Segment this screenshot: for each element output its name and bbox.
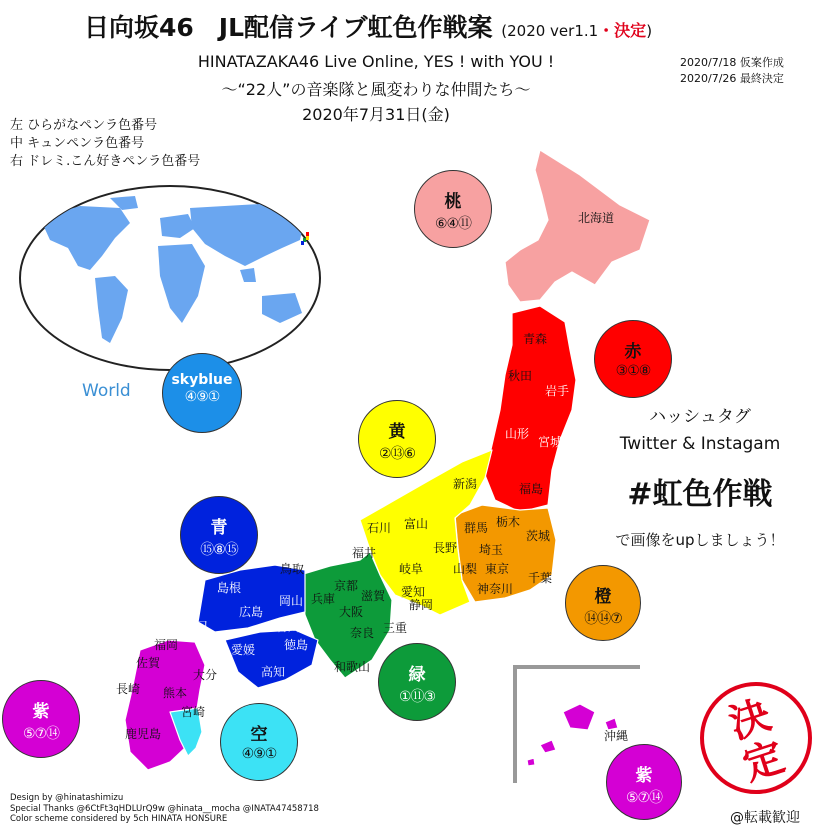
circle-orange xyxy=(565,565,641,641)
label-aomori: 青森 xyxy=(522,332,548,346)
subtitle-english: HINATAZAKA46 Live Online, YES ! with YOU ! xyxy=(197,52,555,71)
label-wakayama: 和歌山 xyxy=(333,660,371,674)
circle-green-numbers: ①⑪③ xyxy=(398,689,436,705)
label-yamanashi: 山梨 xyxy=(452,562,478,576)
label-chiba: 千葉 xyxy=(527,571,553,585)
credit-thanks: Special Thanks @6CtFt3qHDLUrQ9w @hinata__mocha @INATA47458718 xyxy=(10,803,319,814)
label-gunma: 群馬 xyxy=(463,521,489,535)
label-yamaguchi: 山口 xyxy=(183,619,209,633)
legend-left: 左 ひらがなペンラ色番号 xyxy=(10,118,158,133)
circle-purple-okinawa-name: 紫 xyxy=(635,766,653,786)
label-nagano: 長野 xyxy=(432,541,458,555)
label-yamagata: 山形 xyxy=(504,427,530,441)
label-ehime: 愛媛 xyxy=(230,643,256,657)
label-mie: 三重 xyxy=(382,621,408,635)
label-kyoto: 京都 xyxy=(333,579,359,593)
circle-yellow-numbers: ②⑬⑥ xyxy=(378,446,416,462)
event-date: 2020年7月31日(金) xyxy=(302,105,450,124)
label-fukushima: 福島 xyxy=(518,482,544,496)
label-okinawa: 沖縄 xyxy=(603,729,629,743)
circle-purple-kyushu-name: 紫 xyxy=(32,702,50,722)
label-miyazaki: 宮崎 xyxy=(180,705,206,719)
label-kumamoto: 熊本 xyxy=(162,686,188,700)
decided-text: ・決定 xyxy=(598,21,647,40)
label-kochi: 高知 xyxy=(260,665,286,679)
circle-peach xyxy=(414,170,492,248)
revision-final: 2020/7/26 最終決定 xyxy=(680,72,784,85)
circle-blue xyxy=(180,496,258,574)
okinawa-island-3 xyxy=(527,758,535,766)
hashtag-intro xyxy=(590,404,810,458)
label-okayama: 岡山 xyxy=(278,594,304,608)
circle-skyblue-name: skyblue xyxy=(171,372,233,388)
legend-right: 右 ドレミ.こん好きペンラ色番号 xyxy=(10,154,201,169)
circle-blue-name: 青 xyxy=(210,518,228,538)
circle-red-numbers: ③①⑧ xyxy=(615,363,651,379)
subtitle-japanese: ～“22人”の音楽隊と風変わりな仲間たち～ xyxy=(221,80,531,99)
label-nara: 奈良 xyxy=(349,626,375,640)
label-kagoshima: 鹿児島 xyxy=(124,727,162,741)
circle-purple-kyushu xyxy=(2,680,80,758)
credits xyxy=(10,793,319,825)
circle-orange-name: 橙 xyxy=(594,587,612,607)
label-akita: 秋田 xyxy=(507,369,533,383)
label-saitama: 埼玉 xyxy=(478,543,504,557)
label-tochigi: 栃木 xyxy=(495,515,521,529)
label-shiga: 滋賀 xyxy=(360,589,386,603)
label-miyagi: 宮城 xyxy=(537,435,563,449)
label-osaka: 大阪 xyxy=(338,605,364,619)
label-iwate: 岩手 xyxy=(544,384,570,398)
hashtag-text: #虹色作戦 xyxy=(627,477,773,512)
world-label: World xyxy=(82,381,131,401)
label-gifu: 岐阜 xyxy=(398,562,424,576)
version-text: (2020 ver1.1 xyxy=(501,22,599,40)
circle-peach-name: 桃 xyxy=(444,192,462,212)
label-saga: 佐賀 xyxy=(135,656,161,670)
circle-sky xyxy=(220,703,298,781)
circle-red-name: 赤 xyxy=(624,342,642,362)
hashtag-platforms: Twitter & Instagam xyxy=(619,434,781,454)
circle-red xyxy=(594,320,672,398)
circle-orange-numbers: ⑭⑭⑦ xyxy=(584,611,622,627)
label-ibaraki: 茨城 xyxy=(525,529,551,543)
reprint-welcome: @転載歓迎 xyxy=(730,810,800,826)
label-fukui: 福井 xyxy=(351,546,377,560)
decided-stamp xyxy=(698,680,814,796)
stamp-bottom-char: 定 xyxy=(737,733,790,790)
circle-green-name: 緑 xyxy=(408,665,426,685)
label-hyogo: 兵庫 xyxy=(310,592,336,606)
label-tottori: 鳥取 xyxy=(279,562,305,576)
circle-sky-numbers: ④⑨① xyxy=(241,746,277,762)
hashtag-label: ハッシュタグ xyxy=(649,407,751,427)
label-shizuoka: 静岡 xyxy=(408,598,434,612)
credit-design: Design by @hinatashimizu xyxy=(10,793,124,803)
version-close: ) xyxy=(646,22,653,40)
label-niigata: 新潟 xyxy=(452,477,478,491)
region-hokkaido xyxy=(505,150,650,302)
label-hiroshima: 広島 xyxy=(238,605,264,619)
stamp-top-char: 決 xyxy=(724,691,777,748)
credit-scheme: Color scheme considered by 5ch HINATA HONSURE xyxy=(10,814,228,824)
circle-purple-kyushu-numbers: ⑤⑦⑭ xyxy=(22,726,60,742)
label-tokyo: 東京 xyxy=(484,562,510,576)
label-hokkaido: 北海道 xyxy=(577,211,615,225)
circle-peach-numbers: ⑥④⑪ xyxy=(434,216,472,232)
okinawa-island-1 xyxy=(540,740,556,753)
revision-draft: 2020/7/18 仮案作成 xyxy=(680,56,784,69)
label-nagasaki: 長崎 xyxy=(115,682,141,696)
label-shimane: 島根 xyxy=(216,581,242,595)
circle-skyblue xyxy=(162,353,242,433)
label-kanagawa: 神奈川 xyxy=(476,582,514,596)
label-fukuoka: 福岡 xyxy=(153,638,179,652)
circle-blue-numbers: ⑮⑧⑮ xyxy=(200,542,238,558)
label-kagawa: 香川 xyxy=(275,620,301,634)
circle-green xyxy=(378,643,456,721)
circle-yellow xyxy=(358,400,436,478)
label-oita: 大分 xyxy=(192,668,218,682)
label-toyama: 富山 xyxy=(403,517,429,531)
circle-purple-okinawa xyxy=(606,744,682,820)
title-text: 日向坂46 JL配信ライブ虹色作戦案 xyxy=(84,13,493,42)
legend-middle: 中 キュンペンラ色番号 xyxy=(10,136,145,151)
label-aichi: 愛知 xyxy=(400,585,426,599)
circle-yellow-name: 黄 xyxy=(388,422,406,442)
upload-call: で画像をupしましょう！ xyxy=(615,531,785,549)
circle-purple-okinawa-numbers: ⑤⑦⑭ xyxy=(625,790,663,806)
label-tokushima: 徳島 xyxy=(283,638,309,652)
region-okinawa xyxy=(563,704,595,730)
circle-sky-name: 空 xyxy=(250,725,268,745)
label-ishikawa: 石川 xyxy=(366,521,392,535)
circle-skyblue-numbers: ④⑨① xyxy=(184,389,220,405)
